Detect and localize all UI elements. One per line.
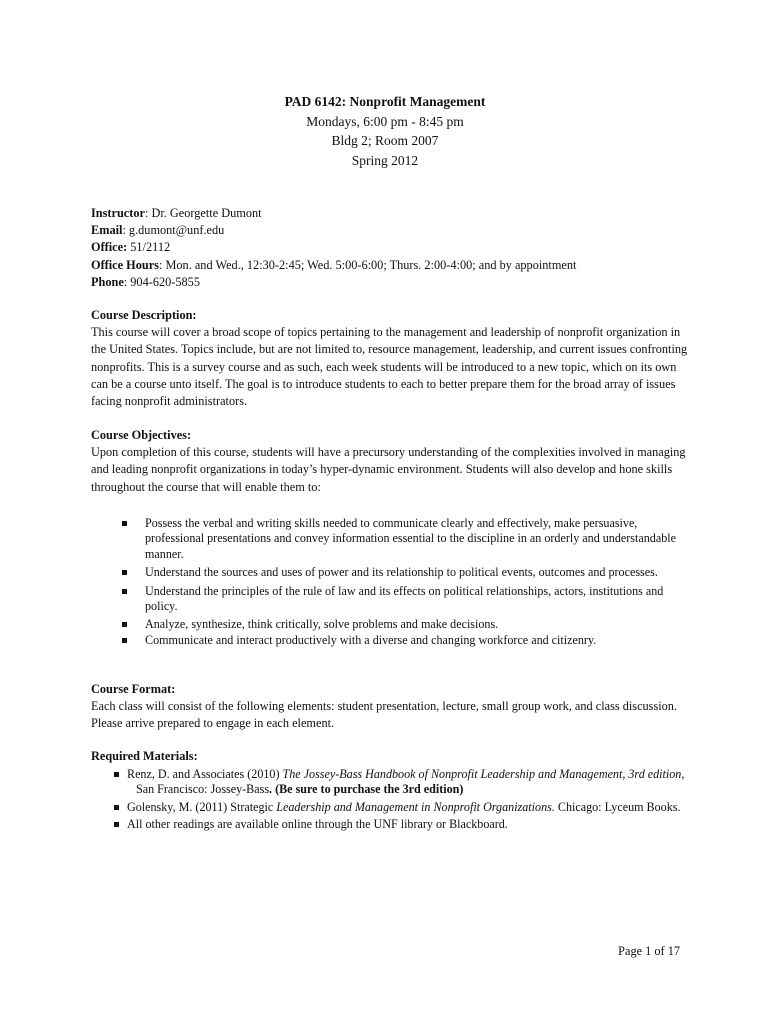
course-description-text: This course will cover a broad scope of topics pertaining to the management and leadership of nonprofit organization in the United States. Topics include, but are not limited to, resource management, leadership, and current issues confronting nonprofits. This is a survey course and as such, each week students will be introduced to a new topic, which on its own can be a course unto itself. The goal is to introduce students to each to better prepare them for the broad array of issues facing nonprofit administrators.	[91, 325, 688, 409]
list-item	[91, 565, 691, 580]
phone-line	[91, 274, 576, 291]
phone-value: : 904-620-5855	[123, 274, 200, 289]
material-text: All other readings are available online through the UNF library or Blackboard.	[127, 817, 508, 832]
objective-text: Analyze, synthesize, think critically, solve problems and make decisions.	[145, 617, 499, 632]
bullet-icon	[122, 622, 127, 627]
office-label: Office:	[91, 240, 128, 255]
material-note: . (Be sure to purchase the 3rd edition)	[269, 782, 464, 797]
course-header	[0, 92, 770, 170]
objective-text: Understand the sources and uses of power and its relationship to political events, outcomes and processes.	[145, 565, 658, 580]
bullet-icon	[114, 772, 119, 777]
objective-text: Communicate and interact productively with a diverse and changing workforce and citizenry.	[145, 632, 597, 647]
course-format-text: Each class will consist of the following elements: student presentation, lecture, small group work, and class discussion. Please arrive prepared to engage in each element.	[91, 699, 678, 731]
course-description-heading: Course Description:	[91, 308, 197, 322]
material-author: Golensky, M. (2011) Strategic	[127, 799, 277, 814]
office-hours-label: Office Hours	[91, 257, 159, 272]
bullet-icon	[122, 589, 127, 594]
course-location: Bldg 2; Room 2007	[331, 133, 439, 148]
office-line	[91, 239, 576, 256]
materials-list	[91, 767, 691, 835]
course-schedule: Mondays, 6:00 pm - 8:45 pm	[306, 113, 464, 129]
course-objectives-text: Upon completion of this course, students will have a precursory understanding of the complexities involved in managing and leading nonprofit organizations in today’s hyper-dynamic environment. Students will also develop and hone skills throughout the course that will enable them to:	[91, 445, 686, 494]
course-description-section	[91, 307, 691, 410]
list-item	[91, 633, 691, 648]
bullet-icon	[122, 570, 127, 575]
phone-label: Phone	[91, 274, 124, 289]
instructor-info	[91, 205, 576, 291]
bullet-icon	[122, 638, 127, 643]
list-item	[91, 516, 691, 562]
material-title: Leadership and Management in Nonprofit Organizations.	[276, 799, 555, 814]
material-title: The Jossey-Bass Handbook of Nonprofit Leadership and Management, 3rd edition,	[282, 767, 685, 781]
page-number: Page 1 of 17	[618, 944, 680, 958]
material-publisher: San Francisco: Jossey-Bass	[136, 782, 270, 797]
office-hours-value: : Mon. and Wed., 12:30-2:45; Wed. 5:00-6:00; Thurs. 2:00-4:00; and by appointment	[158, 257, 577, 272]
bullet-icon	[114, 805, 119, 810]
email-value: : g.dumont@unf.edu	[122, 223, 225, 238]
course-format-section	[91, 681, 691, 733]
objectives-list	[91, 516, 691, 651]
course-title: PAD 6142: Nonprofit Management	[284, 94, 486, 109]
list-item	[91, 800, 691, 815]
course-term: Spring 2012	[351, 152, 419, 168]
material-author: Renz, D. and Associates (2010)	[127, 767, 283, 781]
course-objectives-section	[91, 427, 691, 496]
objective-text: Understand the principles of the rule of law and its effects on political relationships, actors, institutions and policy.	[145, 583, 664, 614]
material-publisher: Chicago: Lyceum Books.	[554, 799, 681, 814]
instructor-label: Instructor	[91, 206, 145, 220]
list-item	[91, 584, 691, 615]
instructor-value: : Dr. Georgette Dumont	[144, 206, 262, 220]
course-objectives-heading: Course Objectives:	[91, 428, 192, 442]
objective-text: Possess the verbal and writing skills needed to communicate clearly and effectively, make persuasive, professional presentations and convey information essential to the discipline in an orderly and understandable manner.	[145, 516, 676, 561]
office-value: 51/2112	[127, 240, 171, 255]
email-label: Email	[91, 223, 123, 238]
email-line	[91, 222, 576, 239]
bullet-icon	[114, 822, 119, 827]
required-materials-section	[91, 748, 691, 765]
list-item	[91, 617, 691, 632]
required-materials-heading: Required Materials:	[91, 749, 198, 763]
bullet-icon	[122, 521, 127, 526]
course-format-heading: Course Format:	[91, 682, 176, 696]
list-item	[91, 767, 691, 798]
office-hours-line	[91, 257, 576, 274]
instructor-line	[91, 205, 576, 222]
list-item	[91, 817, 691, 832]
